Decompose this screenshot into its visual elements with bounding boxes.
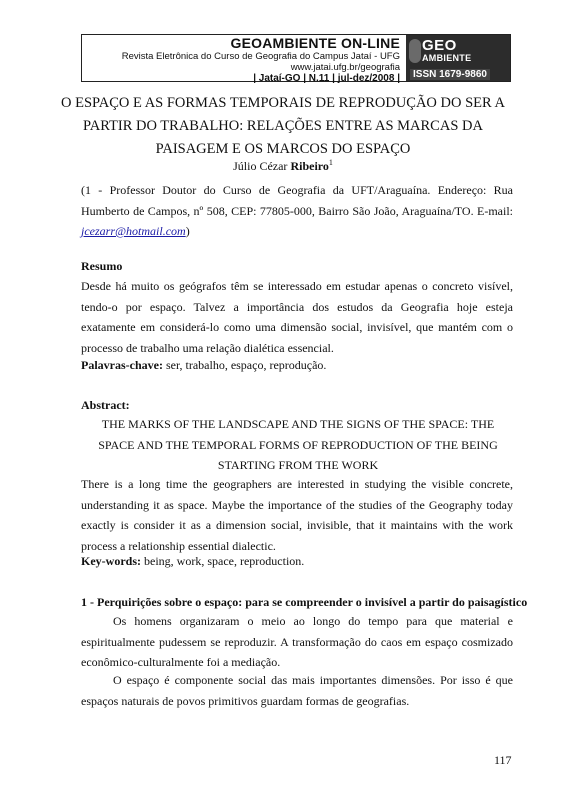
resumo-heading: Resumo xyxy=(81,259,123,273)
globe-icon xyxy=(409,39,421,63)
issn-label: ISSN 1679-9860 xyxy=(410,69,490,80)
resumo-keywords xyxy=(81,355,513,376)
abstract-keywords xyxy=(81,551,513,572)
section-1-paragraph-1: Os homens organizaram o meio ao longo do tempo para que material e espiritualmente pudessem se reproduzir. A transformação do caos em espaço cosmizado econômico-culturalmente foi a mediação. xyxy=(81,614,513,669)
logo-geo-text: GEO xyxy=(422,37,457,54)
abstract-title: THE MARKS OF THE LANDSCAPE AND THE SIGNS OF THE SPACE: THE SPACE AND THE TEMPORAL FORMS OF REPRODUCTION OF THE BEING STARTING FROM THE WORK xyxy=(98,417,498,472)
keywords-text: ser, trabalho, espaço, reprodução. xyxy=(162,358,327,372)
affiliation-close: ) xyxy=(185,224,190,238)
journal-header-text xyxy=(82,35,406,84)
abstract-heading: Abstract: xyxy=(81,398,130,412)
journal-issue: | Jataí-GO | N.11 | jul-dez/2008 | xyxy=(253,73,400,84)
page-number: 117 xyxy=(494,753,512,767)
author-first-name: Júlio Cézar xyxy=(233,159,291,173)
journal-header xyxy=(81,34,511,82)
keywords-label: Palavras-chave: xyxy=(81,358,163,372)
journal-subtitle: Revista Eletrônica do Curso de Geografia do Campus Jataí - UFG xyxy=(121,51,400,62)
journal-logo xyxy=(406,35,510,81)
author-footnote-mark: 1 xyxy=(328,158,333,167)
journal-url: www.jatai.ufg.br/geografia xyxy=(290,62,400,73)
logo-ambiente-text: AMBIENTE xyxy=(422,53,472,63)
author-line xyxy=(60,158,506,174)
author-affiliation xyxy=(81,180,513,242)
abstract-body: There is a long time the geographers are interested in studying the visible concrete, understanding it as space. Maybe the importance of the studies of the Geography today exactly is consider it as a dimension social, invisible, that it maintains with the work process a relationship essential dialectic. xyxy=(81,477,513,553)
affiliation-text: (1 - Professor Doutor do Curso de Geografia da UFT/Araguaína. Endereço: Rua Humberto de Campos, nº 508, CEP: 77805-000, Bairro São João, Araguaína/TO. E-mail: xyxy=(81,183,513,218)
resumo-body: Desde há muito os geógrafos têm se interessado em estudar apenas o concreto visível, tendo-o por espaço. Talvez a importância dos estudos da Geografia hoje esteja exatamente em considerá-lo como uma dimensão social, invisível, que mantém com o processo de trabalho uma relação dialética essencial. xyxy=(81,279,513,355)
keywords-en-label: Key-words: xyxy=(81,554,141,568)
author-email-link[interactable]: jcezarr@hotmail.com xyxy=(81,224,186,238)
article-title: O ESPAÇO E AS FORMAS TEMPORAIS DE REPRODUÇÃO DO SER A PARTIR DO TRABALHO: RELAÇÕES ENTRE AS MARCAS DA PAISAGEM E OS MARCOS DO ESPAÇO xyxy=(61,95,505,157)
author-last-name: Ribeiro xyxy=(290,159,329,173)
keywords-en-text: being, work, space, reproduction. xyxy=(141,554,305,568)
section-1-paragraph-2: O espaço é componente social das mais importantes dimensões. Por isso é que espaços naturais de povos primitivos guardam formas de geografias. xyxy=(81,673,513,708)
journal-title: GEOAMBIENTE ON-LINE xyxy=(230,35,400,51)
section-1-heading: 1 - Perquirições sobre o espaço: para se compreender o invisível a partir do paisagístico xyxy=(81,595,528,609)
